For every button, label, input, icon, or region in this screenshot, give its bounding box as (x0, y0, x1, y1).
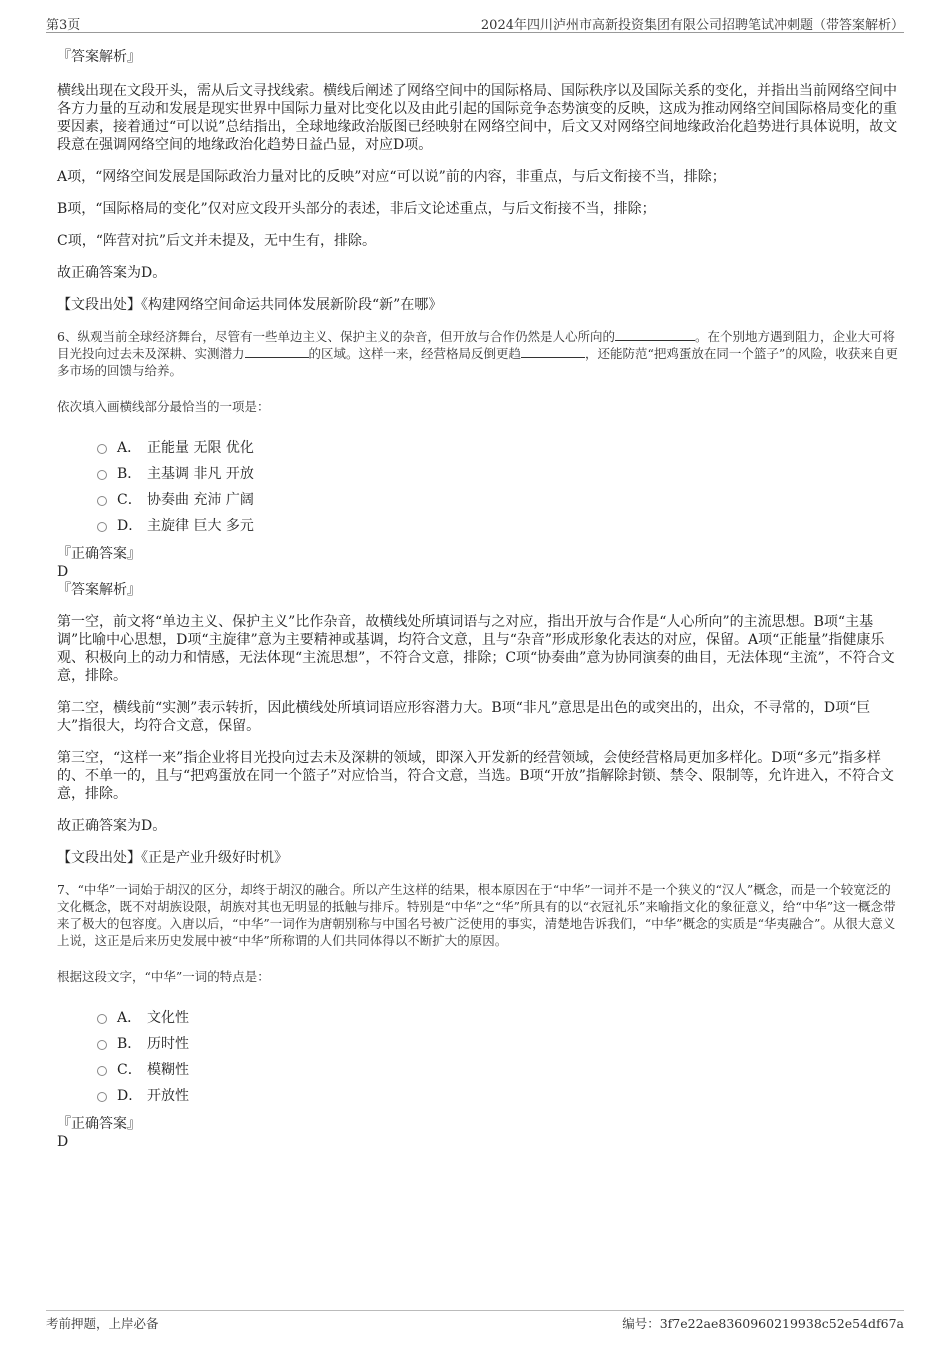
document-id: 编号：3f7e22ae8360960219938c52e54df67a (622, 1316, 904, 1331)
radio-icon[interactable] (97, 1066, 107, 1076)
radio-icon[interactable] (97, 1040, 107, 1050)
radio-icon[interactable] (97, 1014, 107, 1024)
option-letter: D． (117, 1088, 143, 1104)
q5-source: 【文段出处】《构建网络空间命运共同体发展新阶段“新”在哪》 (57, 297, 443, 313)
option-letter: A． (117, 440, 142, 456)
option-text: 主基调 非凡 开放 (147, 466, 254, 482)
q6-stem (57, 328, 900, 379)
q6-analysis-blank-3: 第三空，“这样一来”指企业将目光投向过去未及深耕的领域，即深入开发新的经营领域，会使经营格局更加多样化。D项“多元”指多样的、不单一的，且与“把鸡蛋放在同一个篮子”对应恰当，符合文意，当选。B项“开放”指解除封锁、禁令、限制等，允许进入，不符合文意，排除。 (57, 750, 894, 802)
q6-source: 【文段出处】《正是产业升级好时机》 (57, 850, 288, 866)
option-text: 开放性 (147, 1088, 189, 1104)
option-text: 主旋律 巨大 多元 (147, 518, 254, 534)
q7-stem (57, 881, 900, 949)
option-text: 正能量 无限 优化 (147, 440, 254, 456)
document-title: 2024年四川泸州市高新投资集团有限公司招聘笔试冲刺题（带答案解析） (480, 18, 904, 33)
radio-icon[interactable] (97, 444, 107, 454)
q6-prompt: 依次填入画横线部分最恰当的一项是： (57, 399, 270, 414)
q7-prompt: 根据这段文字，“中华”一词的特点是： (57, 969, 270, 984)
q6-answer: D (57, 564, 69, 580)
q7-options (97, 1005, 900, 1109)
radio-icon[interactable] (97, 496, 107, 506)
blank-2 (245, 345, 309, 358)
q7-option-b[interactable] (97, 1031, 900, 1057)
radio-icon[interactable] (97, 470, 107, 480)
option-text: 模糊性 (147, 1062, 189, 1078)
q6-analysis-label: 『答案解析』 (57, 582, 141, 598)
q6-option-a[interactable] (97, 435, 900, 461)
page-number: 第3页 (46, 18, 81, 33)
q6-stem-part-2: 。在个别地方遇到阻力，企业大可将目光投向过去未及深耕、实测潜力 (57, 329, 895, 361)
footer-slogan: 考前押题，上岸必备 (46, 1316, 159, 1331)
option-text: 协奏曲 充沛 广阔 (147, 492, 254, 508)
option-text: 历时性 (147, 1036, 189, 1052)
q6-option-d[interactable] (97, 513, 900, 539)
q6-options (97, 435, 900, 539)
option-letter: B． (117, 1036, 142, 1052)
blank-3 (521, 345, 585, 358)
q5-analysis-option-c: C项，“阵营对抗”后文并未提及，无中生有，排除。 (57, 233, 377, 249)
q5-analysis-option-a: A项，“网络空间发展是国际政治力量对比的反映”对应“可以说”前的内容，非重点，与后文衔接不当，排除； (57, 169, 726, 185)
q7-number: 7、 (57, 882, 78, 897)
blank-1 (615, 328, 695, 341)
q7-answer: D (57, 1134, 69, 1150)
radio-icon[interactable] (97, 522, 107, 532)
q6-answer-statement: 故正确答案为D。 (57, 818, 167, 834)
q7-stem-text: “中华”一词始于胡汉的区分，却终于胡汉的融合。所以产生这样的结果，根本原因在于“中华”一词并不是一个狭义的“汉人”概念，而是一个较宽泛的文化概念，既不对胡族设限，胡族对其也无明显的抵触与排斥。特别是“中华”之“华”所具有的以“衣冠礼乐”来喻指文化的象征意义，给“中华”这一概念带来了极大的包容度。入唐以后，“中华”一词作为唐朝别称与中国名号被广泛使用的事实，清楚地告诉我们，“中华”概念的实质是“华夷融合”。从很大意义上说，这正是后来历史发展中被“中华”所称谓的人们共同体得以不断扩大的原因。 (57, 882, 896, 948)
q7-option-d[interactable] (97, 1083, 900, 1109)
q7-answer-label: 『正确答案』 (57, 1116, 141, 1132)
q6-analysis-blank-2: 第二空，横线前“实测”表示转折，因此横线处所填词语应形容潜力大。B项“非凡”意思是出色的或突出的，出众，不寻常的，D项“巨大”指很大，均符合文意，保留。 (57, 700, 871, 734)
option-letter: D． (117, 518, 143, 534)
q5-analysis-option-b: B项，“国际格局的变化”仅对应文段开头部分的表述，非后文论述重点，与后文衔接不当，排除； (57, 201, 656, 217)
option-letter: A． (117, 1010, 142, 1026)
page-header (46, 12, 904, 33)
option-letter: B． (117, 466, 142, 482)
q6-stem-part-3: 的区域。这样一来，经营格局反倒更趋 (308, 346, 522, 361)
q6-stem-part-1: 纵观当前全球经济舞台，尽管有一些单边主义、保护主义的杂音，但开放与合作仍然是人心所向的 (77, 329, 615, 344)
q5-answer-statement: 故正确答案为D。 (57, 265, 167, 281)
q6-analysis-blank-1: 第一空，前文将“单边主义、保护主义”比作杂音，故横线处所填词语与之对应，指出开放与合作是“人心所向”的主流思想。B项“主基调”比喻中心思想，D项“主旋律”意为主要精神或基调，均符合文意，且与“杂音”形成形象化表达的对应，保留。A项“正能量”指健康乐观、积极向上的动力和情感，无法体现“主流思想”，不符合文意，排除；C项“协奏曲”意为协同演奏的曲目，无法体现“主流”，不符合文意，排除。 (57, 614, 895, 684)
q6-answer-label: 『正确答案』 (57, 546, 141, 562)
q5-analysis-label: 『答案解析』 (57, 49, 141, 65)
q6-stem-part-4: ，还能防范“把鸡蛋放在同一个篮子”的风险，收获来自更多市场的回馈与给养。 (57, 346, 898, 378)
q6-number: 6、 (57, 329, 78, 344)
main-content (57, 48, 900, 1151)
q7-option-c[interactable] (97, 1057, 900, 1083)
q5-analysis-para: 横线出现在文段开头，需从后文寻找线索。横线后阐述了网络空间中的国际格局、国际秩序以及国际关系的变化，并指出当前网络空间中各方力量的互动和发展是现实世界中国际力量对比变化以及由此引起的国际竞争态势演变的反映，这成为推动网络空间国际格局变化的重要因素，接着通过“可以说”总结指出，全球地缘政治版图已经映射在网络空间中，后文又对网络空间地缘政治化趋势进行具体说明，故文段意在强调网络空间的地缘政治化趋势日益凸显，对应D项。 (57, 83, 898, 153)
q7-option-a[interactable] (97, 1005, 900, 1031)
option-letter: C． (117, 492, 142, 508)
radio-icon[interactable] (97, 1092, 107, 1102)
q6-option-b[interactable] (97, 461, 900, 487)
page-footer (46, 1310, 904, 1331)
option-text: 文化性 (147, 1010, 189, 1026)
option-letter: C． (117, 1062, 142, 1078)
q6-option-c[interactable] (97, 487, 900, 513)
